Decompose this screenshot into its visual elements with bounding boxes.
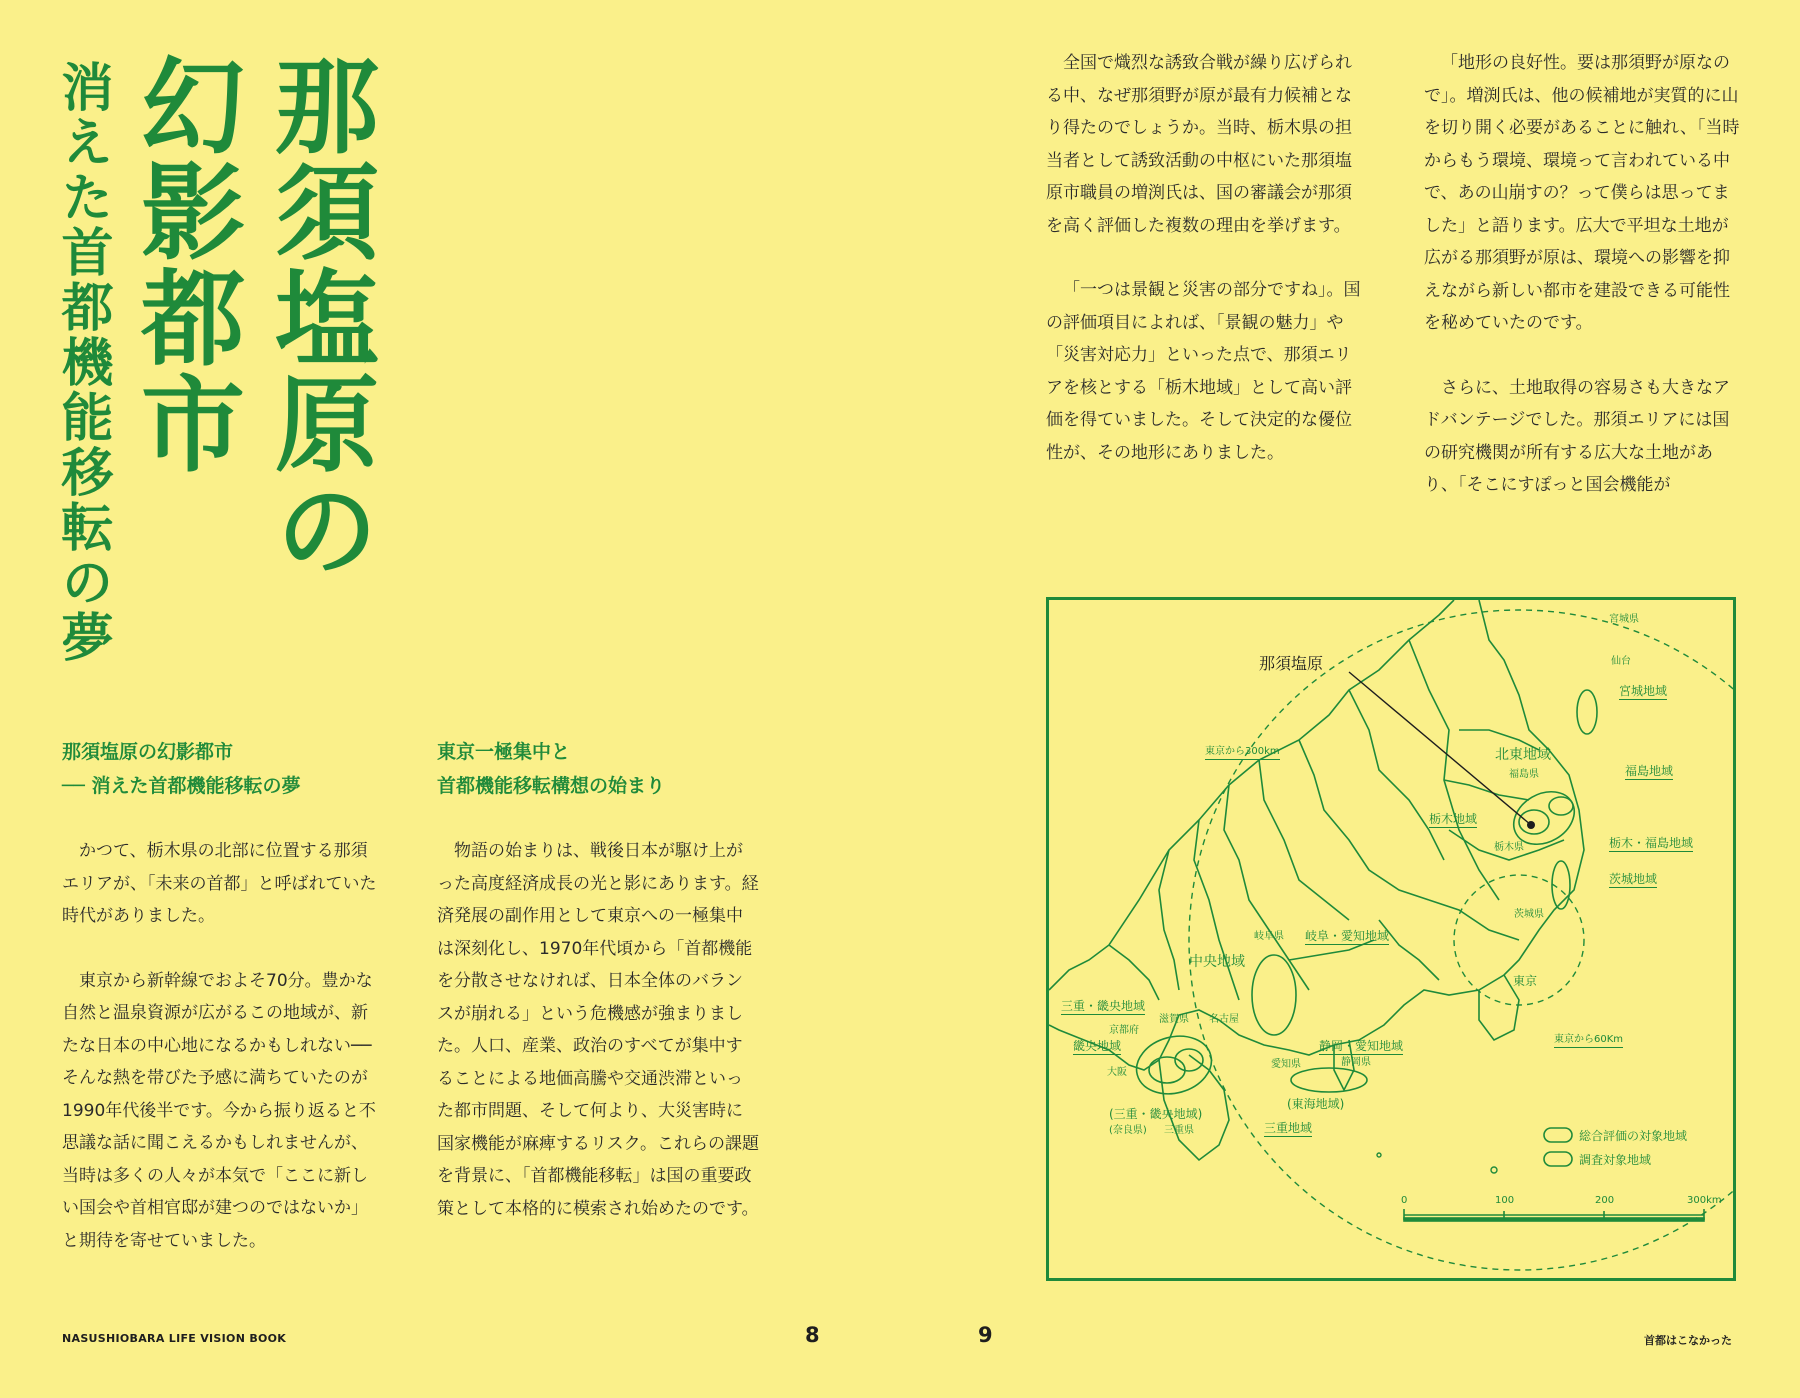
paragraph: さらに、土地取得の容易さも大きなアドバンテージでした。那須エリアには国の研究機関が所有する広大な土地があり、「そこにすぽっと国会機能が	[1424, 377, 1730, 495]
label-nagoya: 名古屋	[1209, 1014, 1239, 1025]
label-ibaraki-area: 茨城地域	[1609, 872, 1658, 886]
book-title: NASUSHIOBARA LIFE VISION BOOK	[62, 1332, 287, 1345]
paragraph: 物語の始まりは、戦後日本が駆け上がった高度経済成長の光と影にあります。経済発展の副作用として東京への一極集中は深刻化し、1970年代頃から「首都機能を分散させなければ、日本全体のバランスが崩れる」という危機感が強まりました。人口、産業、政治のすべてが集中することによる地価高騰や交通渋滞といった都市問題、そして何より、大災害時に国家機能が麻痺するリスク。これらの課題を背景に、「首都機能移転」は国の重要政策として本格的に模索され始めたのです。	[437, 841, 759, 1219]
middle-section-heading	[437, 735, 665, 803]
label-chubu-area: 中央地域	[1189, 954, 1245, 970]
callout-label: 那須塩原	[1259, 654, 1324, 673]
pref-border	[1259, 760, 1349, 920]
label-tochigi-area: 栃木地域	[1429, 812, 1478, 826]
legend-swatch-total	[1544, 1128, 1572, 1142]
pref-border	[1109, 945, 1159, 1000]
pref-border	[1299, 740, 1429, 900]
area-gifu-aichi	[1252, 955, 1296, 1035]
label-tokai-area: (東海地域)	[1287, 1097, 1345, 1111]
running-head: 首都はこなかった	[1644, 1334, 1732, 1347]
area-kinki-inner	[1149, 1057, 1185, 1083]
label-sendai: 仙台	[1611, 656, 1631, 667]
area-shizuoka-aichi	[1291, 1068, 1367, 1092]
label-hokuto-area: 北東地域	[1495, 747, 1551, 763]
area-fukushima	[1549, 797, 1573, 815]
left-body-column	[62, 835, 384, 1257]
map-drawing	[1049, 600, 1733, 1278]
title-column-1: 那須塩原の	[257, 52, 380, 582]
right-body-column-1	[1046, 47, 1364, 469]
paragraph: かつて、栃木県の北部に位置する那須エリアが、「未来の首都」と呼ばれていた時代がありました。	[62, 841, 377, 926]
pref-border	[1444, 780, 1529, 800]
label-osaka: 大阪	[1107, 1067, 1127, 1078]
legend-total-eval: 総合評価の対象地域	[1579, 1129, 1688, 1143]
paragraph: 全国で熾烈な誘致合戦が繰り広げられる中、なぜ那須野が原が最有力候補となり得たのでしょうか。当時、栃木県の担当者として誘致活動の中枢にいた那須塩原市職員の増渕氏は、国の審議会が那須を高く評価した複数の理由を挙げます。	[1046, 53, 1352, 236]
label-tokyo-300km: 東京から300km	[1205, 747, 1280, 760]
label-shiga: 滋賀県	[1159, 1014, 1189, 1025]
right-body-column-2	[1424, 47, 1742, 502]
label-mie-pref: 三重県	[1164, 1125, 1194, 1136]
candidate-areas-map	[1046, 597, 1736, 1281]
scale-tick-200: 200	[1595, 1195, 1615, 1206]
label-mie-kinki-area: 三重・畿央地域	[1061, 999, 1146, 1013]
label-miyagi-pref: 宮城県	[1609, 614, 1639, 625]
subtitle: 消えた首都機能移転の夢	[52, 60, 113, 665]
scale-tick-300: 300km	[1687, 1195, 1722, 1206]
label-nara: (奈良県)	[1109, 1125, 1147, 1136]
label-fukushima-pref: 福島県	[1509, 769, 1539, 780]
legend-survey: 調査対象地域	[1579, 1153, 1652, 1167]
area-miyagi	[1577, 690, 1597, 734]
heading-line: ── 消えた首都機能移転の夢	[62, 775, 301, 797]
label-tochigi-fukushima-area: 栃木・福島地域	[1609, 836, 1694, 850]
heading-line: 首都機能移転構想の始まり	[437, 775, 666, 797]
label-aichi-pref: 愛知県	[1271, 1059, 1301, 1070]
pref-border	[1349, 690, 1444, 860]
heading-line: 東京一極集中と	[437, 741, 571, 763]
label-tokyo-60km: 東京から60Km	[1554, 1035, 1623, 1048]
label-kyoto: 京都府	[1109, 1025, 1139, 1036]
label-ibaraki-pref: 茨城県	[1514, 909, 1544, 920]
pref-border	[1159, 850, 1179, 990]
pref-border	[1429, 900, 1519, 940]
area-tochigi	[1519, 810, 1549, 834]
paragraph: 「一つは景観と災害の部分ですね」。国の評価項目によれば、「景観の魅力」や「災害対応力」といった点で、那須エリアを核とする「栃木地域」として高い評価を得ていました。そして決定的な優位性が、その地形にありました。	[1046, 280, 1361, 463]
label-tokyo: 東京	[1513, 974, 1538, 988]
label-mie-area: 三重地域	[1264, 1121, 1313, 1135]
label-shizuoka-pref: 静岡県	[1341, 1057, 1371, 1068]
label-gifu-pref: 岐阜県	[1254, 931, 1284, 942]
paragraph: 東京から新幹線でおよそ70分。豊かな自然と温泉資源が広がるこの地域が、新たな日本の中心地になるかもしれない──そんな熱を帯びた予感に満ちていたのが1990年代後半です。今から振り返ると不思議な話に聞こえるかもしれませんが、当時は多くの人々が本気で「ここに新しい国会や首相官邸が建つのではないか」と期待を寄せていました。	[62, 970, 376, 1251]
label-tochigi-pref: 栃木県	[1494, 842, 1524, 853]
scale-tick-100: 100	[1495, 1195, 1515, 1206]
label-kinki-area: 畿央地域	[1073, 1039, 1122, 1053]
paragraph: 「地形の良好性。要は那須野が原なので」。増渕氏は、他の候補地が実質的に山を切り開く必要があることに触れ、「当時からもう環境、環境って言われている中で、あの山崩すの？って僕らは思ってました」と語ります。広大で平坦な土地が広がる那須野が原は、環境への影響を抑えながら新しい都市を建設できる可能性を秘めていたのです。	[1424, 53, 1740, 333]
label-miyagi-area: 宮城地域	[1619, 684, 1668, 698]
legend-swatch-survey	[1544, 1152, 1572, 1166]
title-column-2: 幻影都市	[123, 52, 246, 476]
label-mie-kinki-area-paren: (三重・畿央地域)	[1109, 1107, 1203, 1121]
page-number-right: 9	[978, 1323, 993, 1347]
japan-sea-coast	[1049, 600, 1454, 990]
heading-line: 那須塩原の幻影都市	[62, 741, 234, 763]
scale-tick-0: 0	[1401, 1195, 1408, 1206]
left-section-heading	[62, 735, 301, 803]
middle-body-column	[437, 835, 759, 1225]
callout-dot	[1527, 821, 1535, 829]
page-number-left: 8	[805, 1323, 820, 1347]
pref-border	[1409, 640, 1499, 900]
label-gifu-aichi-area: 岐阜・愛知地域	[1305, 929, 1390, 943]
label-fukushima-area: 福島地域	[1625, 764, 1674, 778]
label-shizuoka-aichi-area: 静岡・愛知地域	[1319, 1039, 1404, 1053]
